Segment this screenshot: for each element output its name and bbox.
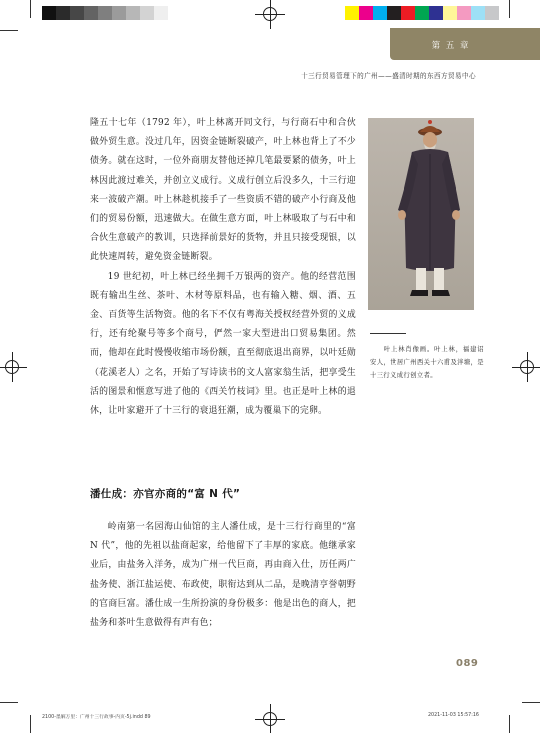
page-number: 089: [456, 658, 479, 669]
gray-swatch: [98, 6, 112, 20]
color-swatch: [457, 6, 471, 20]
portrait-figure-illustration: [368, 118, 474, 310]
gray-swatch: [154, 6, 168, 20]
registration-mark-bottom: [259, 708, 281, 730]
crop-mark: [0, 702, 18, 703]
color-swatch: [373, 6, 387, 20]
body-text-column: [90, 518, 356, 633]
portrait-photo: [368, 118, 474, 310]
gray-swatch: [56, 6, 70, 20]
chapter-tab: [390, 28, 540, 60]
color-swatch: [359, 6, 373, 20]
body-text-column: [90, 114, 356, 421]
color-swatch: [401, 6, 415, 20]
crop-mark: [0, 30, 18, 31]
process-color-bar: [345, 6, 499, 20]
running-head: 十三行贸易管理下的广州——盛清时期的东西方贸易中心: [301, 72, 476, 80]
crop-mark: [509, 0, 510, 18]
crop-mark: [509, 715, 510, 733]
crop-mark: [30, 0, 31, 18]
paragraph: 岭南第一名园海山仙馆的主人潘仕成，是十三行行商里的“富 N 代”，他的先祖以盐商起家，给他留下了丰厚的家底。他继承家业后，由盐务入洋务，成为广州一代巨商，再由商入仕，历任两广盐务使、浙江盐运使、布政使，职衔达到从二品，是晚清亨誉朝野的官商巨富。潘仕成一生所扮演的身份极多：他是出色的商人，把盐务和茶叶生意做得有声有色；: [90, 522, 356, 629]
color-swatch: [471, 6, 485, 20]
print-slug-file: 2100-墨解万里：广州十三行故事-内页-5j.indd 89: [42, 715, 151, 720]
color-swatch: [415, 6, 429, 20]
gray-swatch: [84, 6, 98, 20]
gray-swatch: [112, 6, 126, 20]
paragraph: 隆五十七年（1792 年），叶上林离开同文行，与行商石中和合伙做外贸生意。没过几年，因资金链断裂破产，叶上林也背上了不少债务。就在这时，一位外商朋友替他还掉几笔最要紧的债务，叶上林因此渡过难关，并创立义成行。义成行创立后没多久，十三行迎来一波破产潮。叶上林趁机接手了一些资质不错的破产小行商及他们的贸易份额，迅速做大。在做生意方面，叶上林吸取了与石中和合伙生意破产的教训，只选择前景好的货物，并且只接受现银，以此快速周转，避免资金链断裂。: [90, 118, 356, 263]
registration-mark-right: [516, 356, 538, 378]
gray-swatch: [42, 6, 56, 20]
gray-swatch: [126, 6, 140, 20]
color-swatch: [443, 6, 457, 20]
registration-mark-left: [1, 356, 23, 378]
paragraph: 19 世纪初，叶上林已经坐拥千万银两的资产。他的经营范围既有输出生丝、茶叶、木材等原料品，也有输入糖、烟、酒、五金、百货等生活物资。他的名下不仅有粤海关授权经营外贸的义成行，还有纶聚号等多个商号，俨然一家大型进出口贸易集团。然而，他却在此时慢慢收缩市场份额，直至彻底退出商界，以叶廷勋（花溪老人）之名，开始了写诗读书的文人富家翁生活，把享受生活的图景和惬意写进了他的《西关竹枝词》里。也正是叶上林的退休，让叶家避开了十三行的衰退狂潮，成为覆巢下的完卵。: [90, 271, 356, 417]
caption-rule: [370, 333, 406, 334]
color-swatch: [387, 6, 401, 20]
figure-caption: 叶上林肖像画。叶上林，福建诏安人，世居广州西关十六甫及泮塘，是十三行义成行创立者。: [370, 346, 484, 380]
gray-color-bar: [42, 6, 168, 20]
color-swatch: [485, 6, 499, 20]
color-swatch: [345, 6, 359, 20]
chapter-label: 第 五 章: [431, 41, 470, 51]
crop-mark: [522, 702, 540, 703]
gray-swatch: [140, 6, 154, 20]
crop-mark: [30, 715, 31, 733]
color-swatch: [429, 6, 443, 20]
registration-mark-top: [259, 3, 281, 25]
gray-swatch: [70, 6, 84, 20]
section-heading: 潘仕成：亦官亦商的“富 N 代”: [90, 488, 241, 500]
print-slug-date: 2021-11-03 15:57:16: [428, 713, 479, 718]
